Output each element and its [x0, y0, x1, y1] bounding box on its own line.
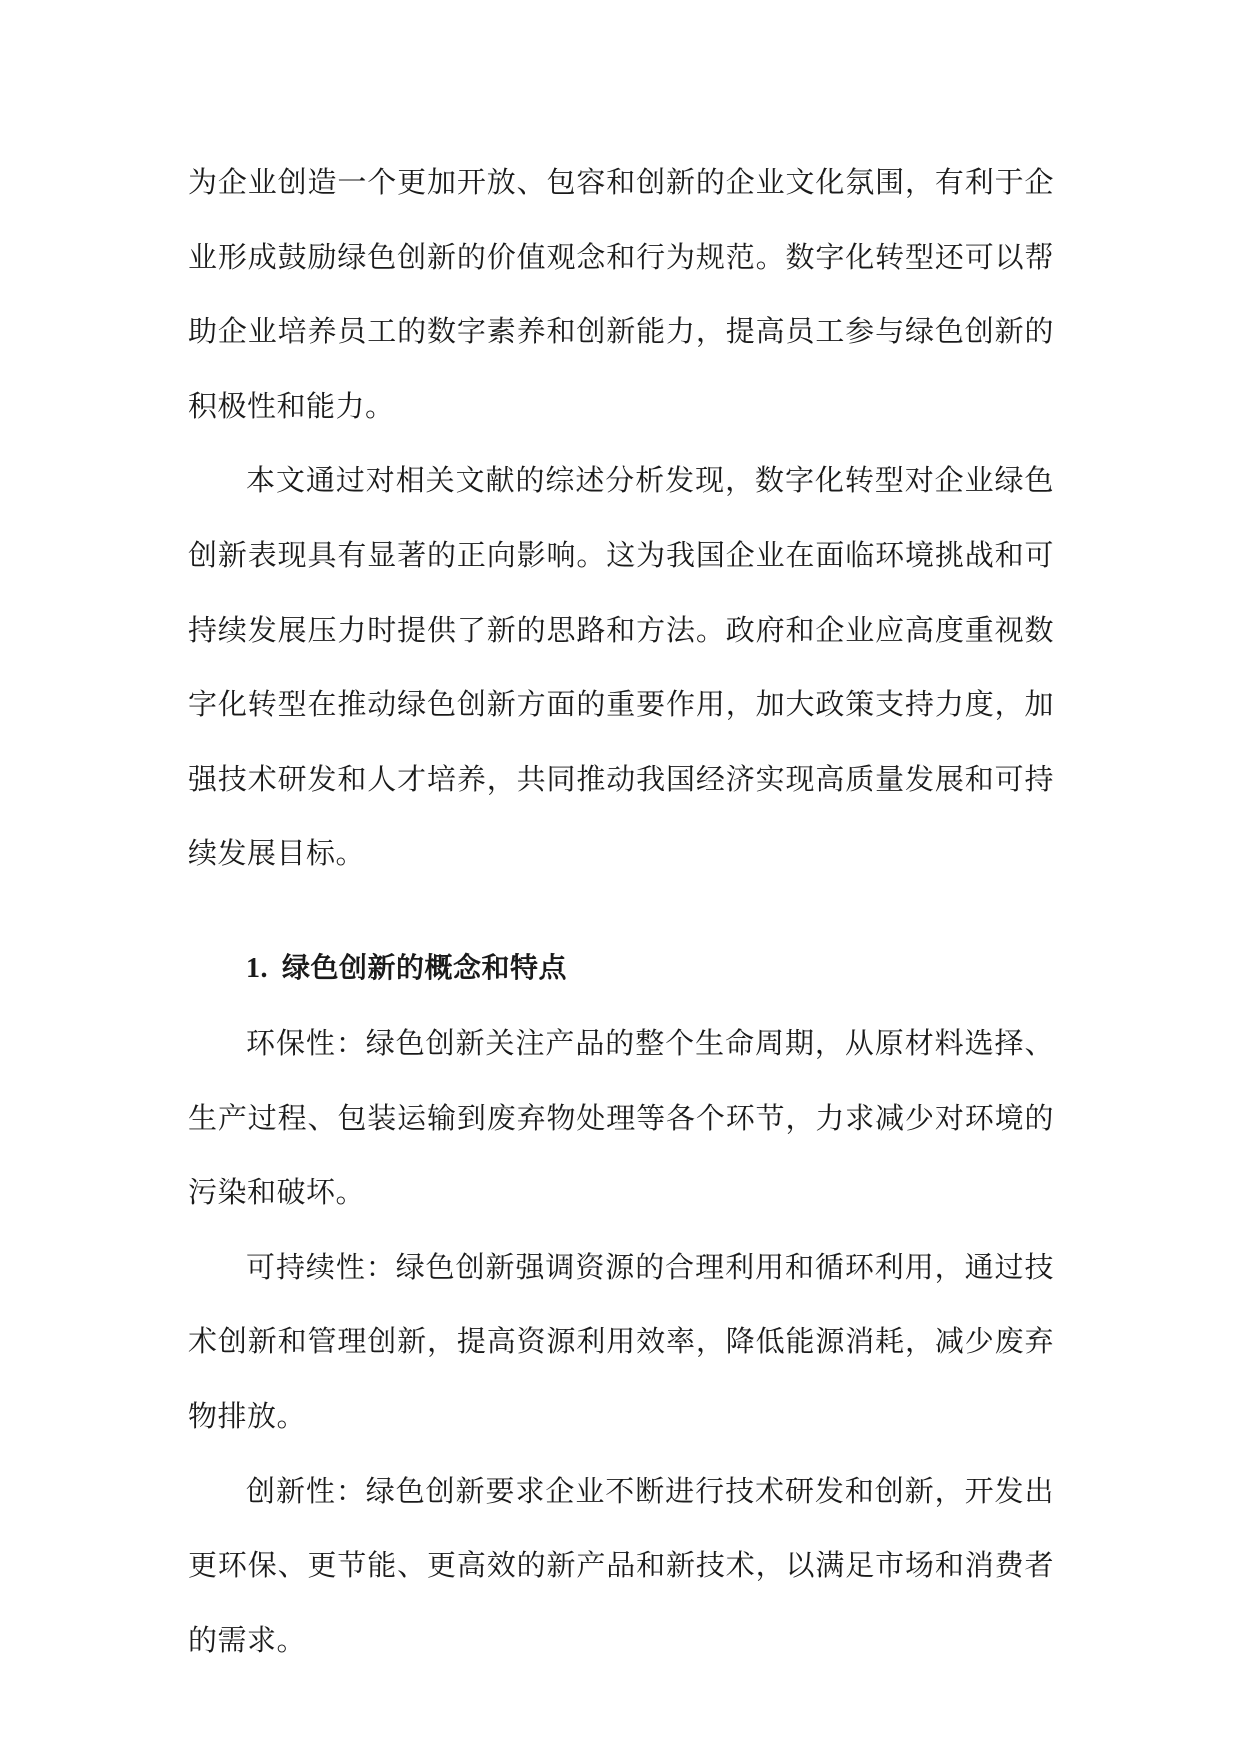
- paragraph-sustainability: 可持续性：绿色创新强调资源的合理利用和循环利用，通过技术创新和管理创新，提高资源利用效率，降低能源消耗，减少废弃物排放。: [188, 1249, 1054, 1433]
- section-heading: [188, 931, 1054, 1006]
- section-title: 绿色创新的概念和特点: [282, 950, 568, 984]
- section-number: 1.: [246, 952, 268, 984]
- paragraph-summary: 本文通过对相关文献的综述分析发现，数字化转型对企业绿色创新表现具有显著的正向影响。这为我国企业在面临环境挑战和可持续发展压力时提供了新的思路和方法。政府和企业应高度重视数字化转型在推动绿色创新方面的重要作用，加大政策支持力度，加强技术研发和人才培养，共同推动我国经济实现高质量发展和可持续发展目标。: [188, 463, 1054, 871]
- paragraph-environmental: 环保性：绿色创新关注产品的整个生命周期，从原材料选择、生产过程、包装运输到废弃物处理等各个环节，力求减少对环境的污染和破坏。: [188, 1025, 1054, 1210]
- document-body: [188, 145, 1054, 1677]
- paragraph-innovation: 创新性：绿色创新要求企业不断进行技术研发和创新，开发出更环保、更节能、更高效的新产品和新技术，以满足市场和消费者的需求。: [188, 1473, 1054, 1657]
- paragraph-continued: 为企业创造一个更加开放、包容和创新的企业文化氛围，有利于企业形成鼓励绿色创新的价值观念和行为规范。数字化转型还可以帮助企业培养员工的数字素养和创新能力，提高员工参与绿色创新的积极性和能力。: [188, 165, 1054, 423]
